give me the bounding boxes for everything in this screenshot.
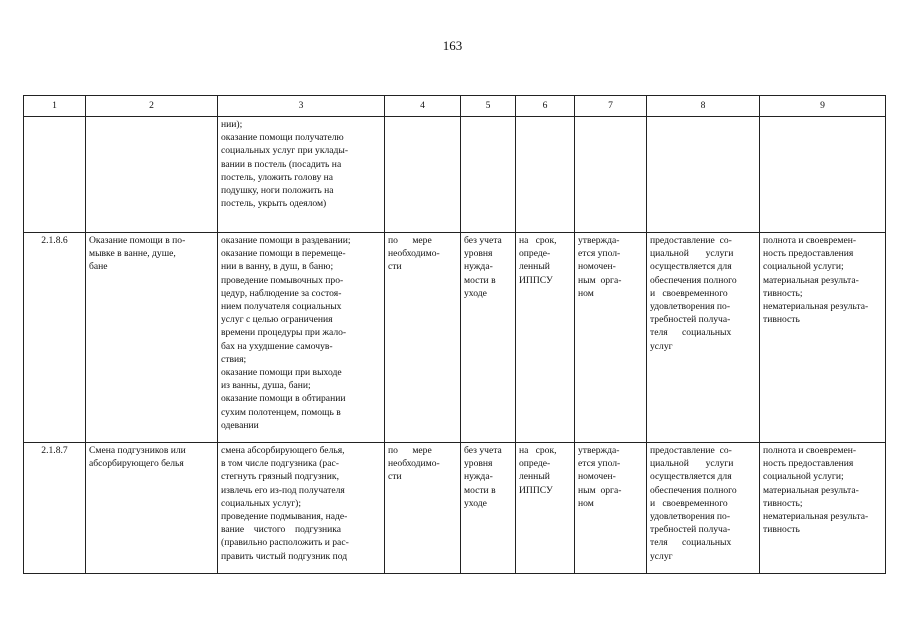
quality-cell: полнота и своевремен- ность предоставления социальной услуги; материальная результа- тивность; нематериальная результа- тивность	[760, 443, 886, 574]
duration-cell: на срок, опреде- ленный ИППСУ	[516, 443, 575, 574]
service-content-cell: оказание помощи в раздевании; оказание помощи в перемеще- нии в ванну, в душ, в баню; проведение помывочных про- цедур, наблюдение за состоя- нием получателя социальных услуг с целью ограничения времени процедуры при жало- бах на ухудшение самочув- ствия; оказание помощи при выходе из ванны, душа, бани; оказание помощи в обтирании сухим полотенцем, помощь в одевании	[218, 233, 385, 443]
table-row	[24, 443, 886, 574]
column-header: 4	[385, 96, 461, 117]
term-cell	[461, 117, 516, 233]
page-number: 163	[442, 38, 463, 53]
conditions-cell: предоставление со- циальной услуги осуществляется для обеспечения полного и своевременного удовлетворения по- требностей получа- теля социальных услуг	[647, 233, 760, 443]
column-header: 6	[516, 96, 575, 117]
service-name-cell	[86, 117, 218, 233]
quality-cell	[760, 117, 886, 233]
service-code-cell: 2.1.8.6	[24, 233, 86, 443]
volume-cell: по мере необходимо- сти	[385, 233, 461, 443]
table-row	[24, 233, 886, 443]
term-cell: без учета уровня нужда- мости в уходе	[461, 443, 516, 574]
column-header: 8	[647, 96, 760, 117]
conditions-cell	[647, 117, 760, 233]
column-header: 7	[575, 96, 647, 117]
conditions-cell: предоставление со- циальной услуги осуществляется для обеспечения полного и своевременного удовлетворения по- требностей получа- теля социальных услуг	[647, 443, 760, 574]
approval-cell: утвержда- ется упол- номочен- ным орга- ном	[575, 233, 647, 443]
table-row	[24, 117, 886, 233]
column-header: 3	[218, 96, 385, 117]
approval-cell: утвержда- ется упол- номочен- ным орга- ном	[575, 443, 647, 574]
service-name-cell: Смена подгузников или абсорбирующего белья	[86, 443, 218, 574]
service-content-cell: смена абсорбирующего белья, в том числе подгузника (рас- стегнуть грязный подгузник, извлечь его из-под получателя социальных услуг); проведение подмывания, наде- вание чистого подгузника (правильно расположить и рас- править чистый подгузник под	[218, 443, 385, 574]
column-header: 5	[461, 96, 516, 117]
services-table	[23, 95, 886, 574]
duration-cell: на срок, опреде- ленный ИППСУ	[516, 233, 575, 443]
service-content-cell: нии); оказание помощи получателю социальных услуг при уклады- вании в постель (посадить на постель, уложить голову на подушку, ноги положить на постель, укрыть одеялом)	[218, 117, 385, 233]
column-header: 9	[760, 96, 886, 117]
term-cell: без учета уровня нужда- мости в уходе	[461, 233, 516, 443]
quality-cell: полнота и своевремен- ность предоставления социальной услуги; материальная результа- тивность; нематериальная результа- тивность	[760, 233, 886, 443]
approval-cell	[575, 117, 647, 233]
service-name-cell: Оказание помощи в по- мывке в ванне, душе, бане	[86, 233, 218, 443]
duration-cell	[516, 117, 575, 233]
service-code-cell: 2.1.8.7	[24, 443, 86, 574]
volume-cell: по мере необходимо- сти	[385, 443, 461, 574]
table-header-row	[24, 96, 886, 117]
column-header: 1	[24, 96, 86, 117]
volume-cell	[385, 117, 461, 233]
service-code-cell	[24, 117, 86, 233]
column-header: 2	[86, 96, 218, 117]
